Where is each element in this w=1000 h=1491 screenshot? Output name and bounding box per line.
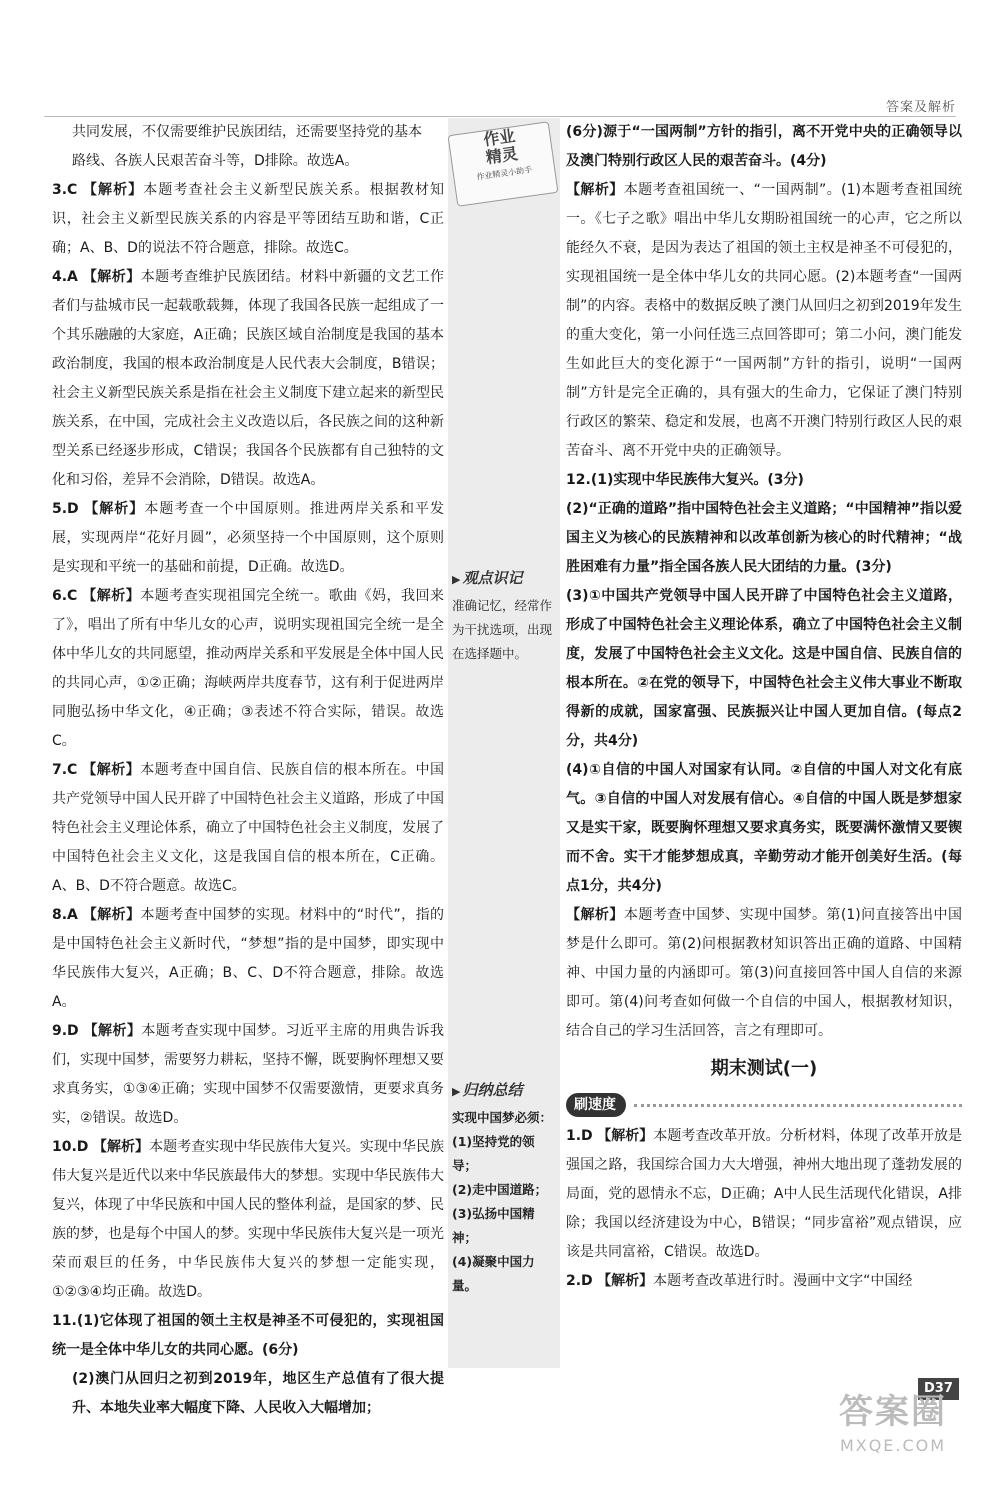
question-number: 2.D <box>566 1273 593 1289</box>
answer-text: 本题考查实现祖国完全统一。歌曲《妈，我回来了》，唱出了所有中华儿女的心声，说明实现祖国完全统一是全体中华儿女的共同愿望，推动两岸关系和平发展是全体中国人民的共同心声，①②正确；海峡两岸共度春节，这有利于促进两岸同胞弘扬中华文化，④正确；③表述不符合实际，错误。故选C。 <box>52 588 445 749</box>
note-box-summary <box>452 1078 556 1298</box>
question-number: 6.C <box>52 588 78 604</box>
right-column <box>566 118 962 1296</box>
answer-text: 本题考查一个中国原则。推进两岸关系和平发展，实现两岸“花好月圆”，必须坚持一个中国原则，这个原则是实现和平统一的基础和前提，D正确。故选D。 <box>52 501 445 575</box>
answer-part: (1)它体现了祖国的领土主权是神圣不可侵犯的，实现祖国统一是全体中华儿女的共同心愿。(6分) <box>52 1313 444 1358</box>
summary-line: (1)坚持党的领导； <box>452 1134 535 1173</box>
note-title-text: 归纳总结 <box>462 1081 523 1099</box>
answer-item-5 <box>52 495 444 582</box>
note-title <box>452 566 556 592</box>
answer-item-3 <box>52 176 444 263</box>
question-number: 12. <box>566 472 591 488</box>
analysis-tag: 【解析】 <box>597 1273 654 1289</box>
logo-stamp <box>447 121 558 206</box>
summary-line: (3)弘扬中国精神； <box>452 1206 535 1245</box>
analysis-tag: 【解析】 <box>82 762 141 778</box>
header-label: 答案及解析 <box>885 100 956 115</box>
analysis-tag: 【解析】 <box>82 269 141 285</box>
question-number: 8.A <box>52 907 78 923</box>
analysis-tag: 【解析】 <box>82 182 144 198</box>
question-number: 4.A <box>52 269 78 285</box>
page-number: D37 <box>918 1378 959 1400</box>
answer-text: 本题考查社会主义新型民族关系。根据教材知识，社会主义新型民族关系的内容是平等团结互助和谐，C正确；A、B、D的说法不符合题意，排除。故选C。 <box>52 182 445 256</box>
logo-line3: 作业精灵小助手 <box>475 165 533 182</box>
answer-text: 本题考查实现中国梦。习近平主席的用典告诉我们，实现中国梦，需要努力耕耘，坚持不懈，既要胸怀理想又要求真务实，①③④正确；实现中国梦不仅需要激情，更要求真务实，②错误。故选D。 <box>52 1023 445 1126</box>
summary-line: (4)凝聚中国力量。 <box>452 1254 535 1293</box>
final-item-1 <box>566 1122 962 1267</box>
watermark-sub: MXQE.COM <box>839 1436 947 1455</box>
dotted-divider <box>634 1104 962 1107</box>
question-number: 11. <box>52 1313 77 1329</box>
triangle-arrow-icon: ▶ <box>452 573 461 586</box>
note-title <box>452 1078 556 1104</box>
summary-line: (2)走中国道路； <box>452 1182 548 1197</box>
answer-text: 本题考查中国自信、民族自信的根本所在。中国共产党领导中国人民开辟了中国特色社会主义道路，形成了中国特色社会主义理论体系，确立了中国特色社会主义制度，发展了中国特色社会主义文化，这是我国自信的根本所在，C正确。A、B、D不符合题意。故选C。 <box>52 762 445 894</box>
question-number: 7.C <box>52 762 78 778</box>
answer-item-10 <box>52 1133 444 1307</box>
answer-item-6 <box>52 582 444 756</box>
watermark-main: 答案圈 <box>839 1392 947 1432</box>
note-text: 准确记忆，经常作为干扰选项，出现在选择题中。 <box>452 598 553 661</box>
analysis-tag: 【解析】 <box>82 907 141 923</box>
answer-part: (1)实现中华民族伟大复兴。(3分) <box>590 472 804 488</box>
answer-text: 本题考查改革开放。分析材料，体现了改革开放是强国之路，我国综合国力大大增强，神州大地出现了蓬勃发展的局面，党的恩情永不忘，D正确；A中人民生活现代化错误，A排除；我国以经济建设为中心，B错误；“同步富裕”观点错误，应该是共同富裕，C错误。故选D。 <box>566 1128 963 1260</box>
answer-part-2: (2)澳门从回归之初到2019年，地区生产总值有了很大提升、本地失业率大幅度下降、人民收入大幅增加； <box>72 1371 444 1416</box>
answer-text: 本题考查维护民族团结。材料中新疆的文艺工作者们与盐城市民一起载歌载舞，体现了我国各民族一起组成了一个其乐融融的大家庭，A正确；民族区域自治制度是我国的基本政治制度，我国的根本政治制度是人民代表大会制度，B错误；社会主义新型民族关系是指在社会主义制度下建立起来的新型民族关系，在中国，完成社会主义改造以后，各民族之间的这种新型关系已经逐步形成，C错误；我国各个民族都有自己独特的文化和习俗，差异不会消除，D错误。故选A。 <box>52 269 445 488</box>
answer-part: (4)①自信的中国人对国家有认同。②自信的中国人对文化有底气。③自信的中国人对发展有信心。④自信的中国人既是梦想家又是实干家，既要胸怀理想又要求真务实，既要满怀激情又要锲而不舍。实干才能梦想成真，辛勤劳动才能开创美好生活。(每点1分，共4分) <box>566 762 962 894</box>
question-number: 1.D <box>566 1128 593 1144</box>
answer-item-8 <box>52 901 444 1017</box>
answer-text: 本题考查中国梦的实现。材料中的“时代”，指的是中国特色社会主义新时代，“梦想”指的是中国梦，即实现中华民族伟大复兴，A正确；B、C、D不符合题意，排除。故选A。 <box>52 907 445 1010</box>
answer-item-4 <box>52 263 444 495</box>
header-divider <box>44 116 956 117</box>
answer-continuation: (6分)源于“一国两制”方针的指引，离不开党中央的正确领导以及澳门特别行政区人民的艰苦奋斗。(4分) <box>566 124 962 169</box>
intro-line: 路线、各族人民艰苦奋斗等，D排除。故选A。 <box>72 153 359 169</box>
answer-part: (3)①中国共产党领导中国人民开辟了中国特色社会主义道路，形成了中国特色社会主义理论体系，确立了中国特色社会主义制度，发展了中国特色社会主义文化。这是中国自信、民族自信的根本所在。②在党的领导下，中国特色社会主义伟大事业不断取得新的成就，国家富强、民族振兴让中国人更加自信。(每点2分，共4分) <box>566 588 962 749</box>
analysis-11 <box>566 176 962 466</box>
answer-item-12 <box>566 466 962 495</box>
logo-line2: 精灵 <box>484 143 519 168</box>
analysis-tag: 【解析】 <box>82 588 141 604</box>
speed-badge: 刷速度 <box>566 1093 626 1117</box>
answer-item-7 <box>52 756 444 901</box>
analysis-tag: 【解析】 <box>83 1023 142 1039</box>
answer-text: 本题考查改革进行时。漫画中文字“中国经 <box>653 1273 913 1289</box>
answer-item-11 <box>52 1307 444 1365</box>
analysis-text: 本题考查中国梦、实现中国梦。第(1)问直接答出中国梦是什么即可。第(2)问根据教材知识答出正确的道路、中国精神、中国力量的内涵即可。第(3)问直接回答中国人自信的来源即可。第(4)问考查如何做一个自信的中国人，根据教材知识，结合自己的学习生活回答，言之有理即可。 <box>566 907 962 1039</box>
answer-item-9 <box>52 1017 444 1133</box>
analysis-tag: 【解析】 <box>92 1139 150 1155</box>
note-title-text: 观点识记 <box>462 569 523 587</box>
analysis-tag: 【解析】 <box>566 182 624 198</box>
left-column <box>52 118 444 1423</box>
question-number: 10.D <box>52 1139 89 1155</box>
question-number: 5.D <box>52 501 79 517</box>
analysis-tag: 【解析】 <box>84 501 145 517</box>
analysis-tag: 【解析】 <box>566 907 624 923</box>
final-item-2 <box>566 1267 962 1296</box>
answer-text: 本题考查实现中华民族伟大复兴。实现中华民族伟大复兴是近代以来中华民族最伟大的梦想。实现中华民族伟大复兴，体现了中华民族和中国人民的整体利益，是国家的梦、民族的梦，也是每个中国人的梦。实现中华民族伟大复兴是一项光荣而艰巨的任务，中华民族伟大复兴的梦想一定能实现，①②③④均正确。故选D。 <box>52 1139 445 1300</box>
analysis-12 <box>566 901 962 1046</box>
analysis-tag: 【解析】 <box>597 1128 654 1144</box>
note-box-memorize <box>452 566 556 666</box>
triangle-arrow-icon: ▶ <box>452 1085 461 1098</box>
answer-part: (2)“正确的道路”指中国特色社会主义道路；“中国精神”指以爱国主义为核心的民族精神和以改革创新为核心的时代精神；“战胜困难有力量”指全国各族人民大团结的力量。(3分) <box>566 501 962 575</box>
speed-bar <box>566 1090 962 1120</box>
logo-line1: 作业 <box>482 126 517 150</box>
section-title: 期末测试(一) <box>710 1058 818 1079</box>
question-number: 3.C <box>52 182 78 198</box>
watermark-logo <box>818 1388 968 1455</box>
intro-line: 共同发展，不仅需要维护民族团结，还需要坚持党的基本 <box>72 124 422 140</box>
question-number: 9.D <box>52 1023 79 1039</box>
analysis-text: 本题考查祖国统一、“一国两制”。(1)本题考查祖国统一。《七子之歌》唱出中华儿女期盼祖国统一的心声，它之所以能经久不衰，是因为表达了祖国的领土主权是神圣不可侵犯的，实现祖国统一是全体中华儿女的共同心愿。(2)本题考查“一国两制”的内容。表格中的数据反映了澳门从回归之初到2019年发生的重大变化，第一小问任选三点回答即可；第二小问，澳门能发生如此巨大的变化源于“一国两制”方针的指引，说明“一国两制”方针是完全正确的，具有强大的生命力，它保证了澳门特别行政区的繁荣、稳定和发展，也离不开澳门特别行政区人民的艰苦奋斗、离不开党中央的正确领导。 <box>566 182 962 459</box>
summary-line: 实现中国梦必须： <box>452 1110 553 1125</box>
